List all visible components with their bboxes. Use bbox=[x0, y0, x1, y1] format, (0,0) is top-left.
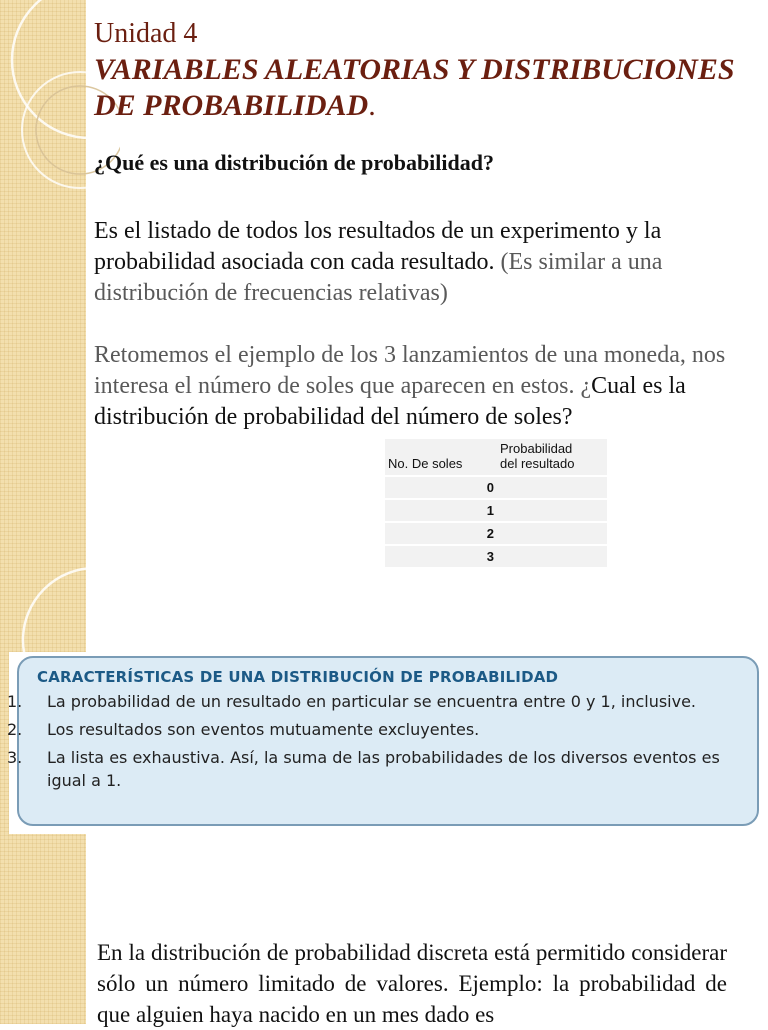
table-cell-probability bbox=[497, 499, 607, 522]
characteristics-box bbox=[7, 656, 759, 826]
characteristics-list bbox=[7, 690, 727, 797]
table-cell-soles: 0 bbox=[385, 476, 497, 499]
list-item bbox=[7, 746, 727, 792]
table-cell-soles: 3 bbox=[385, 545, 497, 567]
characteristics-panel bbox=[9, 652, 762, 834]
table-row bbox=[385, 499, 607, 522]
slide-title bbox=[94, 52, 764, 124]
definition-text: Es el listado de todos los resultados de un experimento y la probabilidad asociada con cada resultado. bbox=[94, 218, 662, 275]
list-item-text: La lista es exhaustiva. Así, la suma de las probabilidades de los diversos eventos es igual a 1. bbox=[47, 748, 720, 790]
list-item-text: Los resultados son eventos mutuamente excluyentes. bbox=[47, 720, 480, 739]
unit-label: Unidad 4 bbox=[94, 18, 198, 49]
question-heading: ¿Qué es una distribución de probabilidad? bbox=[94, 150, 494, 175]
example-text: Retomemos el ejemplo de los 3 lanzamientos de una moneda, nos interesa el número de soles que aparecen en estos. ¿ bbox=[94, 342, 726, 399]
table-cell-soles: 2 bbox=[385, 522, 497, 545]
definition-paragraph bbox=[94, 216, 754, 309]
probability-table bbox=[385, 439, 607, 567]
table-row bbox=[385, 476, 607, 499]
table-header-row bbox=[385, 439, 607, 476]
list-item-number: 3. bbox=[7, 748, 23, 767]
table-header-probability-line1: Probabilidad bbox=[500, 441, 573, 456]
slide-title-text: VARIABLES ALEATORIAS Y DISTRIBUCIONES DE PROBABILIDAD bbox=[94, 53, 735, 122]
table-row bbox=[385, 545, 607, 567]
example-question: Cual es la distribución de probabilidad del número de soles? bbox=[94, 373, 686, 430]
list-item-text: La probabilidad de un resultado en particular se encuentra entre 0 y 1, inclusive. bbox=[47, 692, 697, 711]
definition-note: (Es similar a una distribución de frecuencias relativas) bbox=[94, 249, 663, 306]
list-item bbox=[7, 690, 727, 713]
list-item-number: 2. bbox=[7, 720, 23, 739]
characteristics-title: CARACTERÍSTICAS DE UNA DISTRIBUCIÓN DE PROBABILIDAD bbox=[37, 668, 559, 686]
table-cell-probability bbox=[497, 545, 607, 567]
table-cell-soles: 1 bbox=[385, 499, 497, 522]
table-row bbox=[385, 522, 607, 545]
slide-title-period: . bbox=[368, 89, 376, 122]
table-header-probability bbox=[497, 439, 607, 476]
table-header-soles: No. De soles bbox=[385, 439, 497, 476]
discrete-distribution-paragraph: En la distribución de probabilidad discreta está permitido considerar sólo un número limitado de valores. Ejemplo: la probabilidad de que alguien haya nacido en un mes dado es bbox=[97, 940, 727, 1027]
list-item-number: 1. bbox=[7, 692, 23, 711]
table-cell-probability bbox=[497, 476, 607, 499]
list-item bbox=[7, 718, 727, 741]
example-paragraph bbox=[94, 340, 764, 433]
table-header-probability-line2: del resultado bbox=[500, 456, 575, 471]
table-cell-probability bbox=[497, 522, 607, 545]
